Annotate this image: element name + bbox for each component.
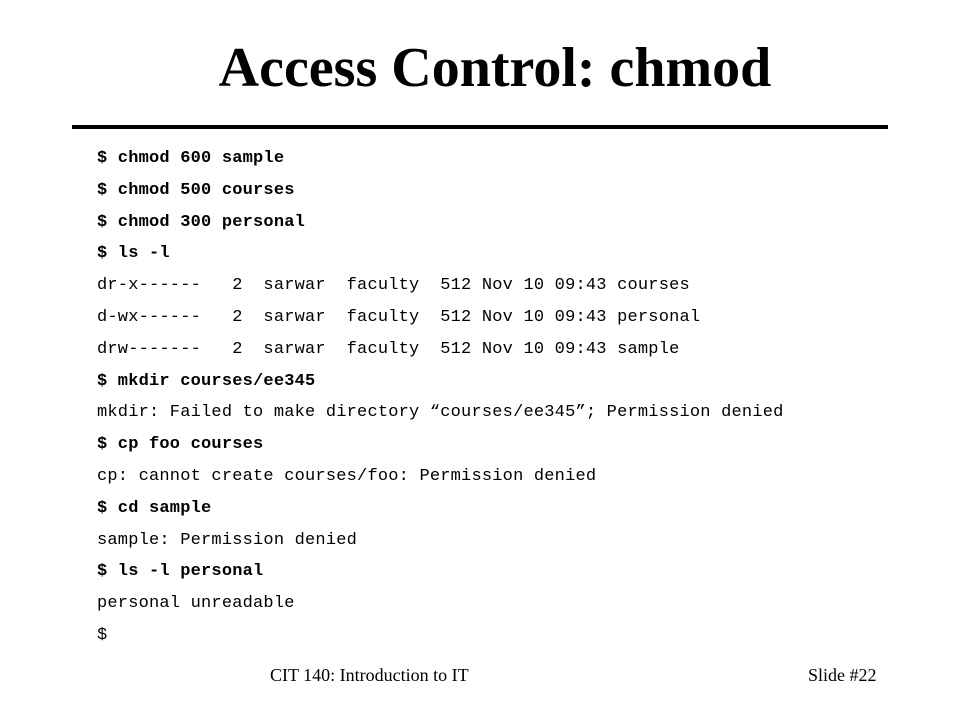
terminal-line: dr-x------ 2 sarwar faculty 512 Nov 10 09:43 courses xyxy=(97,276,690,296)
terminal-line: $ chmod 500 courses xyxy=(97,180,295,200)
terminal-transcript xyxy=(97,143,784,652)
terminal-line: drw------- 2 sarwar faculty 512 Nov 10 09:43 sample xyxy=(97,339,680,359)
footer-course-name: CIT 140: Introduction to IT xyxy=(270,665,469,685)
terminal-line: $ cp foo courses xyxy=(97,435,264,455)
terminal-line: $ mkdir courses/ee345 xyxy=(97,371,316,391)
terminal-line: cp: cannot create courses/foo: Permission denied xyxy=(97,466,597,486)
terminal-line: $ ls -l personal xyxy=(97,562,264,582)
terminal-line: $ chmod 600 sample xyxy=(97,149,285,168)
slide-title: Access Control: chmod xyxy=(218,37,772,99)
terminal-line: personal unreadable xyxy=(97,594,295,614)
terminal-line: $ cd sample xyxy=(97,498,212,518)
title-divider xyxy=(72,125,888,129)
footer-slide-number: Slide #22 xyxy=(808,665,877,685)
terminal-line: sample: Permission denied xyxy=(97,530,358,550)
terminal-line: $ xyxy=(97,625,108,645)
terminal-line: mkdir: Failed to make directory “courses/ee345”; Permission denied xyxy=(97,403,784,423)
terminal-line: $ ls -l xyxy=(97,244,170,264)
terminal-line: $ chmod 300 personal xyxy=(97,212,306,232)
terminal-line: d-wx------ 2 sarwar faculty 512 Nov 10 09:43 personal xyxy=(97,307,701,327)
